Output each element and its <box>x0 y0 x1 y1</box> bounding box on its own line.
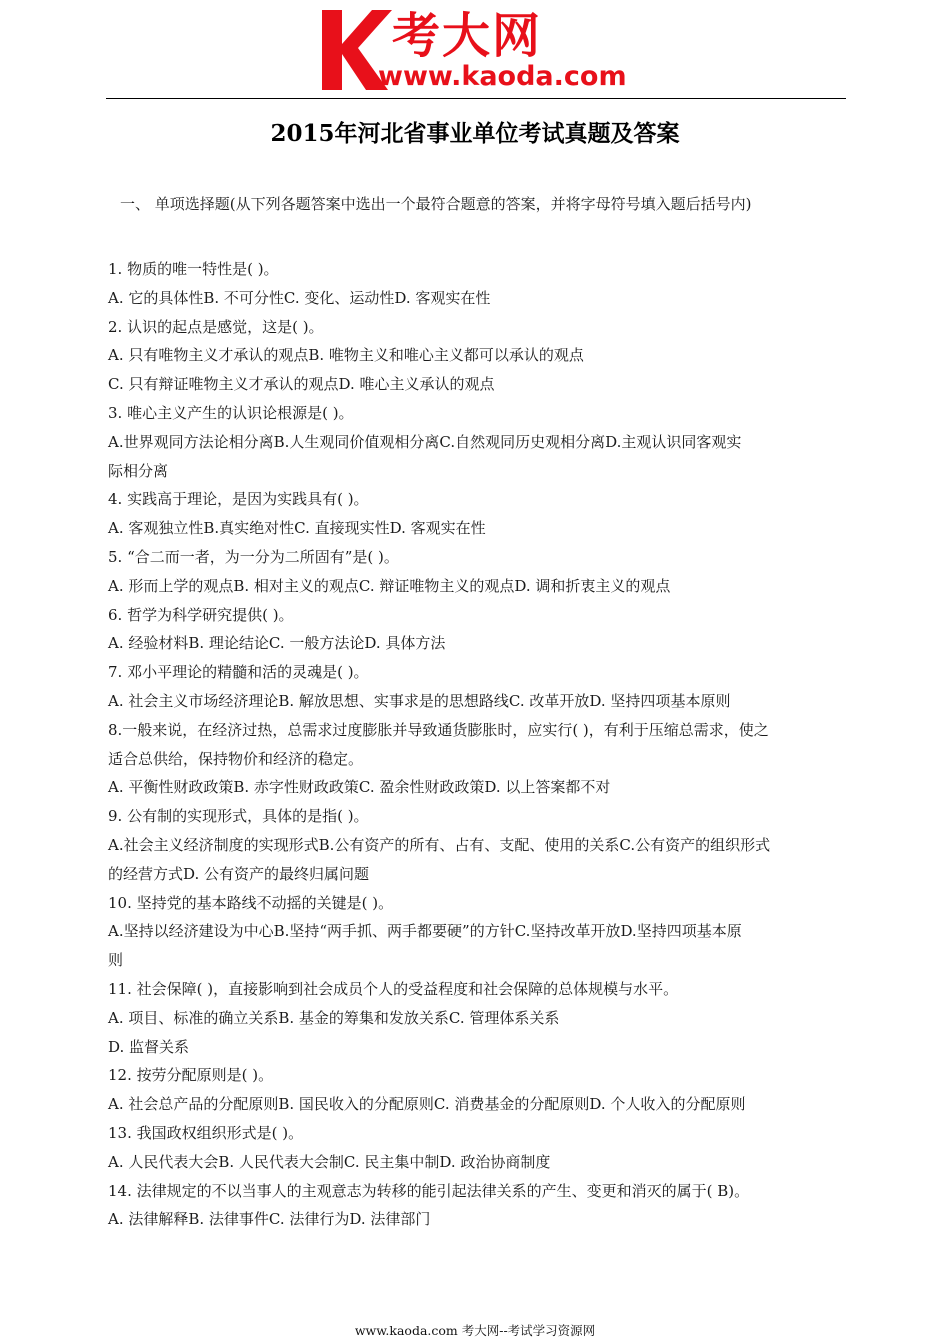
content-line: A. 它的具体性B. 不可分性C. 变化、运动性D. 客观实在性 <box>108 288 491 307</box>
content-line: A. 形而上学的观点B. 相对主义的观点C. 辩证唯物主义的观点D. 调和折衷主义的观点 <box>108 576 671 595</box>
content-line: A. 客观独立性B.真实绝对性C. 直接现实性D. 客观实在性 <box>108 519 486 538</box>
content-line: A.社会主义经济制度的实现形式B.公有资产的所有、占有、支配、使用的关系C.公有资产的组织形式 <box>108 835 771 854</box>
content-line: 1. 物质的唯一特性是( )。 <box>108 260 279 278</box>
content-line: 10. 坚持党的基本路线不动摇的关键是( )。 <box>108 893 394 912</box>
content-line: A.坚持以经济建设为中心B.坚持“两手抓、两手都要硬”的方针C.坚持改革开放D.坚持四项基本原 <box>108 922 742 941</box>
content-line: 12. 按劳分配原则是( )。 <box>108 1066 274 1085</box>
content-line: 11. 社会保障( )，直接影响到社会成员个人的受益程度和社会保障的总体规模与水平。 <box>108 979 679 998</box>
content-line: A. 经验材料B. 理论结论C. 一般方法论D. 具体方法 <box>108 634 446 653</box>
footer-text: www.kaoda.com 考大网--考试学习资源网 <box>354 1323 596 1338</box>
content-line: D. 监督关系 <box>108 1037 190 1056</box>
content-line: 的经营方式D. 公有资产的最终归属问题 <box>108 864 370 883</box>
content-line: 2. 认识的起点是感觉，这是( )。 <box>108 317 324 336</box>
content-line: A. 人民代表大会B. 人民代表大会制C. 民主集中制D. 政治协商制度 <box>108 1152 551 1171</box>
content-line: 5. “合二而一者，为一分为二所固有”是( )。 <box>108 547 399 566</box>
content-line: A. 平衡性财政政策B. 赤字性财政政策C. 盈余性财政政策D. 以上答案都不对 <box>108 778 611 797</box>
content-line: 8.一般来说，在经济过热，总需求过度膨胀并导致通货膨胀时，应实行( )，有利于压缩总需求，使之 <box>108 720 769 739</box>
content-line: C. 只有辩证唯物主义才承认的观点D. 唯心主义承认的观点 <box>108 375 495 394</box>
content-line: 4. 实践高于理论，是因为实践具有( )。 <box>108 490 369 509</box>
content-line: 14. 法律规定的不以当事人的主观意志为转移的能引起法律关系的产生、变更和消灭的属于( B)。 <box>108 1181 750 1200</box>
content-line: 6. 哲学为科学研究提供( )。 <box>108 605 294 624</box>
content-line: 9. 公有制的实现形式，具体的是指( )。 <box>108 807 369 826</box>
logo-chinese-name: 考大网 <box>392 8 543 64</box>
content-line: 则 <box>108 951 124 970</box>
content-line: 际相分离 <box>108 461 169 480</box>
content-line: 适合总供给，保持物价和经济的稳定。 <box>108 749 364 768</box>
content-line: A. 社会主义市场经济理论B. 解放思想、实事求是的思想路线C. 改革开放D. 坚持四项基本原则 <box>108 691 731 710</box>
header-divider <box>106 98 846 99</box>
content-line: A. 只有唯物主义才承认的观点B. 唯物主义和唯心主义都可以承认的观点 <box>108 346 584 365</box>
logo-url: www.kaoda.com <box>378 61 627 92</box>
content-line: A. 社会总产品的分配原则B. 国民收入的分配原则C. 消费基金的分配原则D. 个人收入的分配原则 <box>108 1095 746 1114</box>
content-line: A. 法律解释B. 法律事件C. 法律行为D. 法律部门 <box>108 1210 431 1229</box>
site-logo[interactable] <box>318 8 648 94</box>
content-line: 3. 唯心主义产生的认识论根源是( )。 <box>108 403 354 422</box>
content-line: 7. 邓小平理论的精髓和活的灵魂是( )。 <box>108 663 369 682</box>
content-line: A.世界观同方法论相分离B.人生观同价值观相分离C.自然观同历史观相分离D.主观认识同客观实 <box>108 432 742 451</box>
question-list <box>108 255 850 1234</box>
content-line: A. 项目、标准的确立关系B. 基金的筹集和发放关系C. 管理体系关系 <box>108 1008 560 1027</box>
content-line: 13. 我国政权组织形式是( )。 <box>108 1123 304 1142</box>
page-title: 2015年河北省事业单位考试真题及答案 <box>270 120 680 147</box>
section-heading: 一、 单项选择题(从下列各题答案中选出一个最符合题意的答案，并将字母符号填入题后括号内) <box>120 195 752 213</box>
